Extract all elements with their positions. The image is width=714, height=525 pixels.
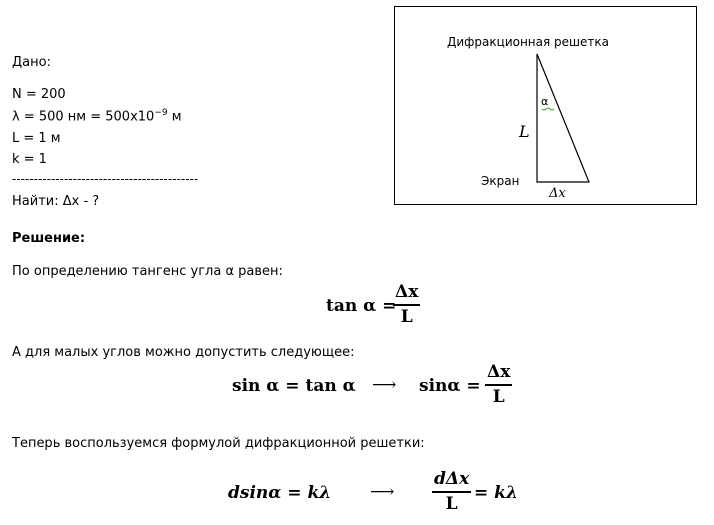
eq2-fraction bbox=[485, 364, 512, 406]
diagram-box bbox=[394, 6, 697, 205]
given-lambda bbox=[12, 109, 182, 123]
eq2-num: Δx bbox=[485, 364, 512, 386]
triangle-shape bbox=[537, 54, 589, 182]
solution-heading: Решение: bbox=[12, 231, 86, 246]
given-k: k = 1 bbox=[12, 152, 47, 167]
l-label: L bbox=[519, 122, 530, 141]
eq3-arrow: ⟶ bbox=[370, 482, 395, 502]
given-lambda-unit: м bbox=[167, 109, 182, 125]
given-l: L = 1 м bbox=[12, 131, 61, 146]
alpha-label: α bbox=[541, 95, 549, 108]
solution-p2: А для малых углов можно допустить следующее: bbox=[12, 345, 355, 360]
eq3-rhs: = kλ bbox=[474, 483, 518, 503]
given-n: N = 200 bbox=[12, 87, 66, 102]
eq2-arrow: ⟶ bbox=[372, 375, 397, 395]
given-lambda-exp: −9 bbox=[154, 108, 168, 118]
grating-label: Дифракционная решетка bbox=[447, 35, 609, 49]
eq2-lhs: sin α = tan α bbox=[232, 376, 356, 396]
eq1-fraction bbox=[393, 284, 420, 326]
eq3-lhs: dsinα = kλ bbox=[228, 483, 332, 503]
given-separator: ------------------------------------------- bbox=[12, 172, 199, 186]
eq3-num: dΔx bbox=[432, 471, 471, 493]
solution-p3: Теперь воспользуемся формулой дифракционной решетки: bbox=[12, 436, 425, 451]
given-lambda-main: λ = 500 нм = 500x10 bbox=[12, 109, 155, 125]
eq2-den: L bbox=[492, 387, 505, 407]
dx-label: Δx bbox=[549, 186, 566, 201]
eq1-den: L bbox=[400, 307, 413, 327]
given-title: Дано: bbox=[12, 55, 51, 70]
given-find: Найти: Δx - ? bbox=[12, 194, 100, 209]
eq3-den: L bbox=[445, 494, 458, 514]
eq1-lhs: tan α = bbox=[326, 296, 397, 316]
solution-p1: По определению тангенс угла α равен: bbox=[12, 264, 283, 279]
screen-label: Экран bbox=[481, 174, 520, 188]
eq3-fraction bbox=[432, 471, 471, 513]
spellcheck-underline bbox=[542, 108, 554, 110]
eq2-lhs2: sinα = bbox=[419, 376, 481, 396]
eq1-num: Δx bbox=[393, 284, 420, 306]
